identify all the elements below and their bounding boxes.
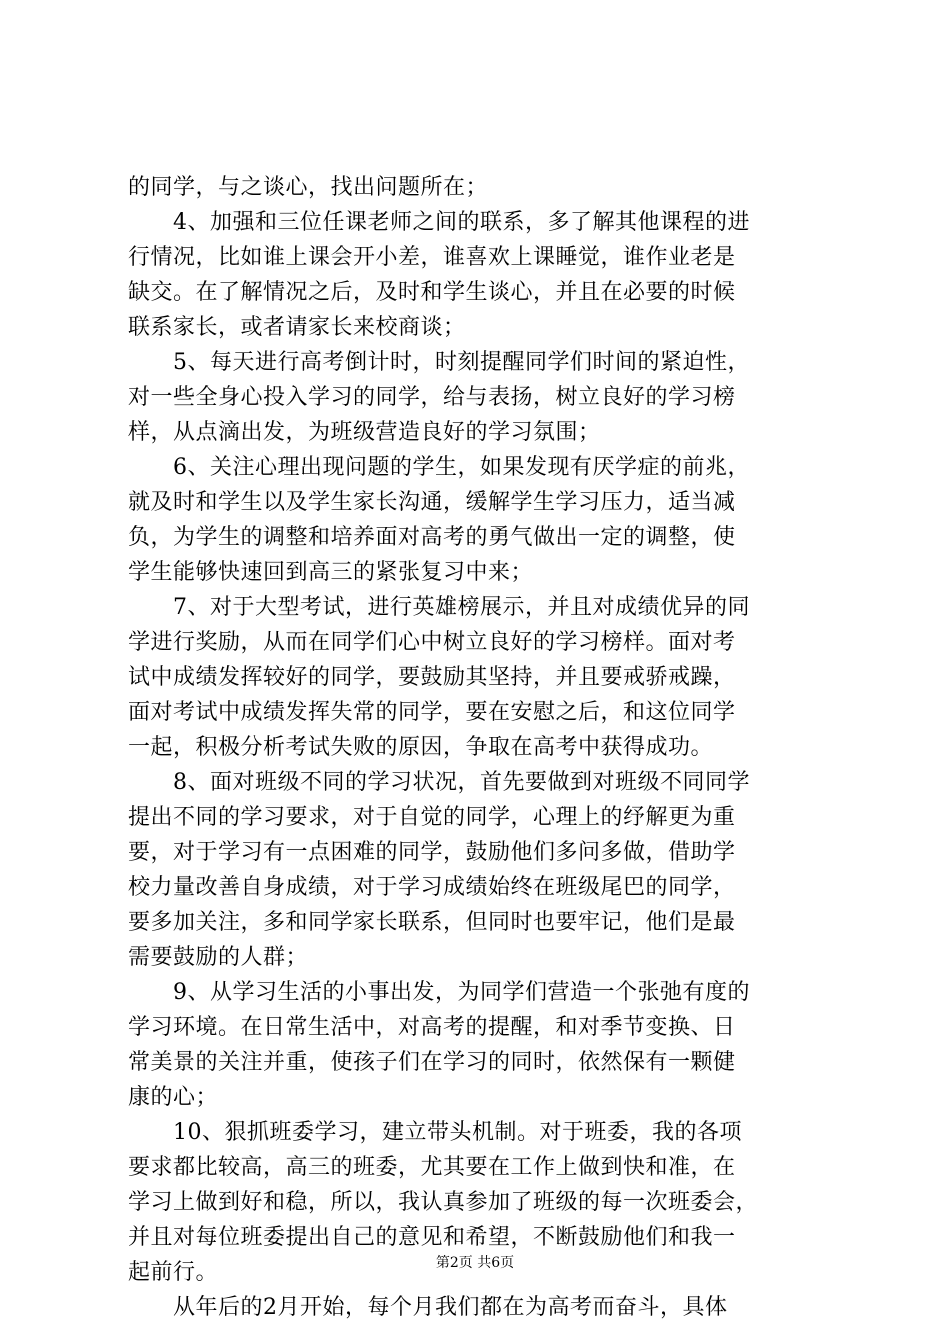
page-footer [0, 1253, 950, 1273]
text-line: 康的心； [128, 1085, 219, 1110]
text-line: 并且对每位班委提出自己的意见和希望，不断鼓励他们和我一 [128, 1225, 736, 1250]
text-line: 要求都比较高，高三的班委，尤其要在工作上做到快和准，在 [128, 1155, 736, 1180]
text-line: 要多加关注，多和同学家长联系，但同时也要牢记，他们是最 [128, 910, 736, 935]
text-line: 学习环境。在日常生活中，对高考的提醒，和对季节变换、日 [128, 1015, 736, 1040]
text-line: 提出不同的学习要求，对于自觉的同学，心理上的纾解更为重 [128, 805, 736, 830]
text-line: 的同学，与之谈心，找出问题所在； [128, 175, 489, 200]
text-line: 6、关注心理出现问题的学生，如果发现有厌学症的前兆， [128, 455, 750, 480]
text-line: 学生能够快速回到高三的紧张复习中来； [128, 560, 534, 585]
text-line: 起前行。 [128, 1260, 219, 1285]
text-line: 行情况，比如谁上课会开小差，谁喜欢上课睡觉，谁作业老是 [128, 245, 736, 270]
text-line: 就及时和学生以及学生家长沟通，缓解学生学习压力，适当减 [128, 490, 736, 515]
text-line: 联系家长，或者请家长来校商谈； [128, 315, 466, 340]
text-line: 常美景的关注并重，使孩子们在学习的同时，依然保有一颗健 [128, 1050, 736, 1075]
text-line: 8、面对班级不同的学习状况，首先要做到对班级不同同学 [128, 770, 750, 795]
text-line: 校力量改善自身成绩，对于学习成绩始终在班级尾巴的同学， [128, 875, 736, 900]
text-line: 面对考试中成绩发挥失常的同学，要在安慰之后，和这位同学 [128, 700, 736, 725]
page-number: 第2页 共6页 [435, 1255, 515, 1271]
text-line: 5、每天进行高考倒计时，时刻提醒同学们时间的紧迫性， [128, 350, 750, 375]
text-line: 从年后的2月开始，每个月我们都在为高考而奋斗，具体 [128, 1295, 728, 1320]
text-line: 对一些全身心投入学习的同学，给与表扬，树立良好的学习榜 [128, 385, 736, 410]
text-line: 要，对于学习有一点困难的同学，鼓励他们多问多做，借助学 [128, 840, 736, 865]
text-line: 10、狠抓班委学习，建立带头机制。对于班委，我的各项 [128, 1120, 742, 1145]
document-body [128, 170, 832, 1325]
text-line: 4、加强和三位任课老师之间的联系，多了解其他课程的进 [128, 210, 750, 235]
text-line: 试中成绩发挥较好的同学，要鼓励其坚持，并且要戒骄戒躁， [128, 665, 736, 690]
text-line: 学习上做到好和稳，所以，我认真参加了班级的每一次班委会， [128, 1190, 759, 1215]
text-line: 一起，积极分析考试失败的原因，争取在高考中获得成功。 [128, 735, 714, 760]
text-line: 缺交。在了解情况之后，及时和学生谈心，并且在必要的时候 [128, 280, 736, 305]
text-line: 样，从点滴出发，为班级营造良好的学习氛围； [128, 420, 601, 445]
text-line: 学进行奖励，从而在同学们心中树立良好的学习榜样。面对考 [128, 630, 736, 655]
text-line: 负，为学生的调整和培养面对高考的勇气做出一定的调整，使 [128, 525, 736, 550]
text-line: 9、从学习生活的小事出发，为同学们营造一个张弛有度的 [128, 980, 750, 1005]
text-line: 7、对于大型考试，进行英雄榜展示，并且对成绩优异的同 [128, 595, 750, 620]
text-line: 需要鼓励的人群； [128, 945, 309, 970]
